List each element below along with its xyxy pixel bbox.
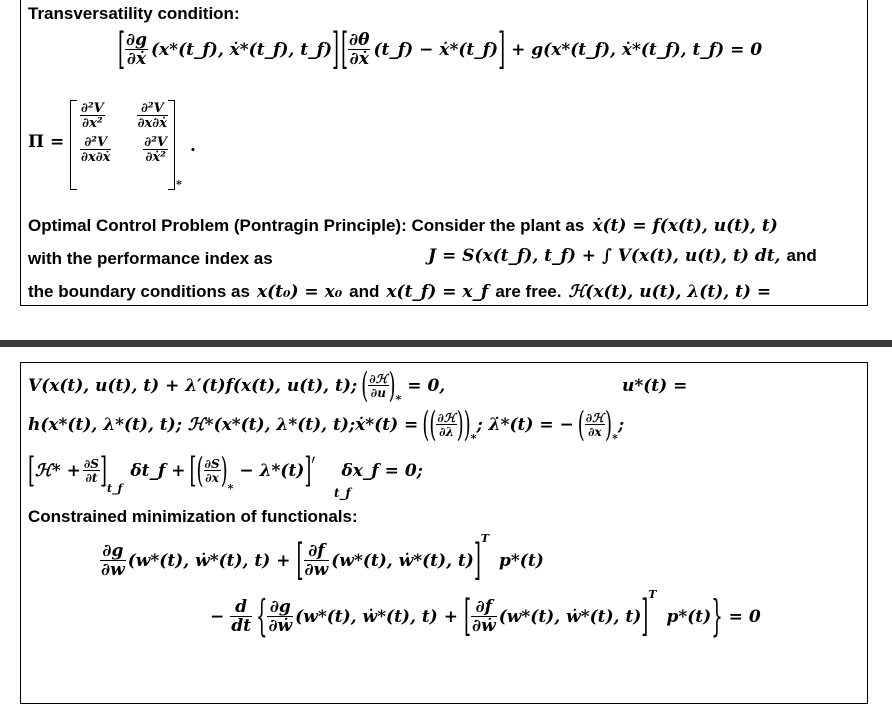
matrix-left-bracket (70, 100, 77, 190)
euler-line-2: − $\frac{d}{dt}$ { $\frac{\partial g}{\text{∂ẇ}}$ (w*(t), ẇ*(t), t) + [ $\frac{\partial f}{\text{∂ẇ}}$ (w*(t), ẇ*(t), t) ] $^T$ p*(t) } = 0 (210, 588, 761, 643)
tf-subscript: t_f (334, 486, 351, 500)
transversality-args2: (t_f) − ẋ*(t_f) (373, 40, 499, 60)
ocp-line-3: the boundary conditions as x(t₀) = x₀ and x(t_f) = x_f are free. ℋ(x(t), u(t), λ(t), t) = (28, 282, 772, 302)
matrix-right-bracket (168, 100, 175, 190)
matrix-dot: . (190, 136, 196, 156)
matrix-r1c2: $\frac{\text{∂²V}}{\text{∂x∂ẋ}}$ (137, 101, 167, 131)
pi-label: Π = (28, 132, 65, 152)
matrix-r2c2: $\frac{\text{∂²V}}{\text{∂ẋ²}}$ (144, 135, 167, 165)
pi-matrix (80, 102, 168, 164)
bottom-line-3: [ ℋ* + $\frac{\partial S}{\partial t}$ ] $_{t\_f}$ δt_f + [( $\frac{\partial S}{\partial x}$ ) $_*$ − λ*(t) ]′ δx_f = 0; (28, 451, 423, 495)
ocp-line-2-math: J = S(x(t_f), t_f) + ∫ V(x(t), u(t), t) dt, and (428, 246, 817, 266)
constrained-heading: Constrained minimization of functionals: (28, 507, 358, 526)
u-star-label: u*(t) = (622, 376, 688, 396)
bottom-line-1: V(x(t), u(t), t) + λ′(t)f(x(t), u(t), t); ( $\frac{\text{∂ℋ}}{\partial u}$ ) $_*$ = 0, (28, 366, 446, 406)
transversality-equation: [ $\frac{\partial g}{\text{∂ẋ}}$ (x*(t_f), ẋ*(t_f), t_f) ] [ $\frac{\partial\theta}{\text{∂ẋ}}$ (t_f) − ẋ*(t_f) ] + g(x*(t_f), ẋ*(t_f), t_f) = 0 (118, 24, 763, 76)
dg-dxdot-fraction: $\frac{\partial g}{\text{∂ẋ}}$ (126, 30, 147, 69)
dtheta-dxdot-fraction: $\frac{\partial\theta}{\text{∂ẋ}}$ (349, 30, 370, 69)
transversality-args1: (x*(t_f), ẋ*(t_f), t_f) (151, 40, 332, 60)
separator-band (0, 340, 892, 347)
ocp-line-2-text: with the performance index as (28, 249, 273, 268)
euler-line-1: $\frac{\partial g}{\partial w}$ (w*(t), ẇ*(t), t) + [ $\frac{\partial f}{\partial w}$ (w*(t), ẇ*(t), t) ] $^T$ p*(t) (101, 532, 544, 587)
transversality-heading: Transversatility condition: (28, 4, 240, 23)
bottom-line-2: h(x*(t), λ*(t), t); ℋ*(x*(t), λ*(t), t);ẋ*(t) = (( $\frac{\text{∂ℋ}}{\partial\lambda}$ )) $_*$ ; λ̇*(t) = − ( $\frac{\text{∂ℋ}}{\partial x}$ ) $_*$ ; (28, 405, 625, 445)
matrix-r2c1: $\frac{\text{∂²V}}{\text{∂x∂ẋ}}$ (81, 135, 111, 165)
matrix-star: * (176, 178, 182, 191)
transversality-g-term: + g(x*(t_f), ẋ*(t_f), t_f) = 0 (511, 40, 763, 60)
matrix-r1c1: $\frac{\text{∂²V}}{\text{∂x²}}$ (81, 101, 104, 131)
ocp-line-1: Optimal Control Problem (Pontragin Principle): Consider the plant as ẋ(t) = f(x(t), u(t), t) (28, 216, 778, 236)
